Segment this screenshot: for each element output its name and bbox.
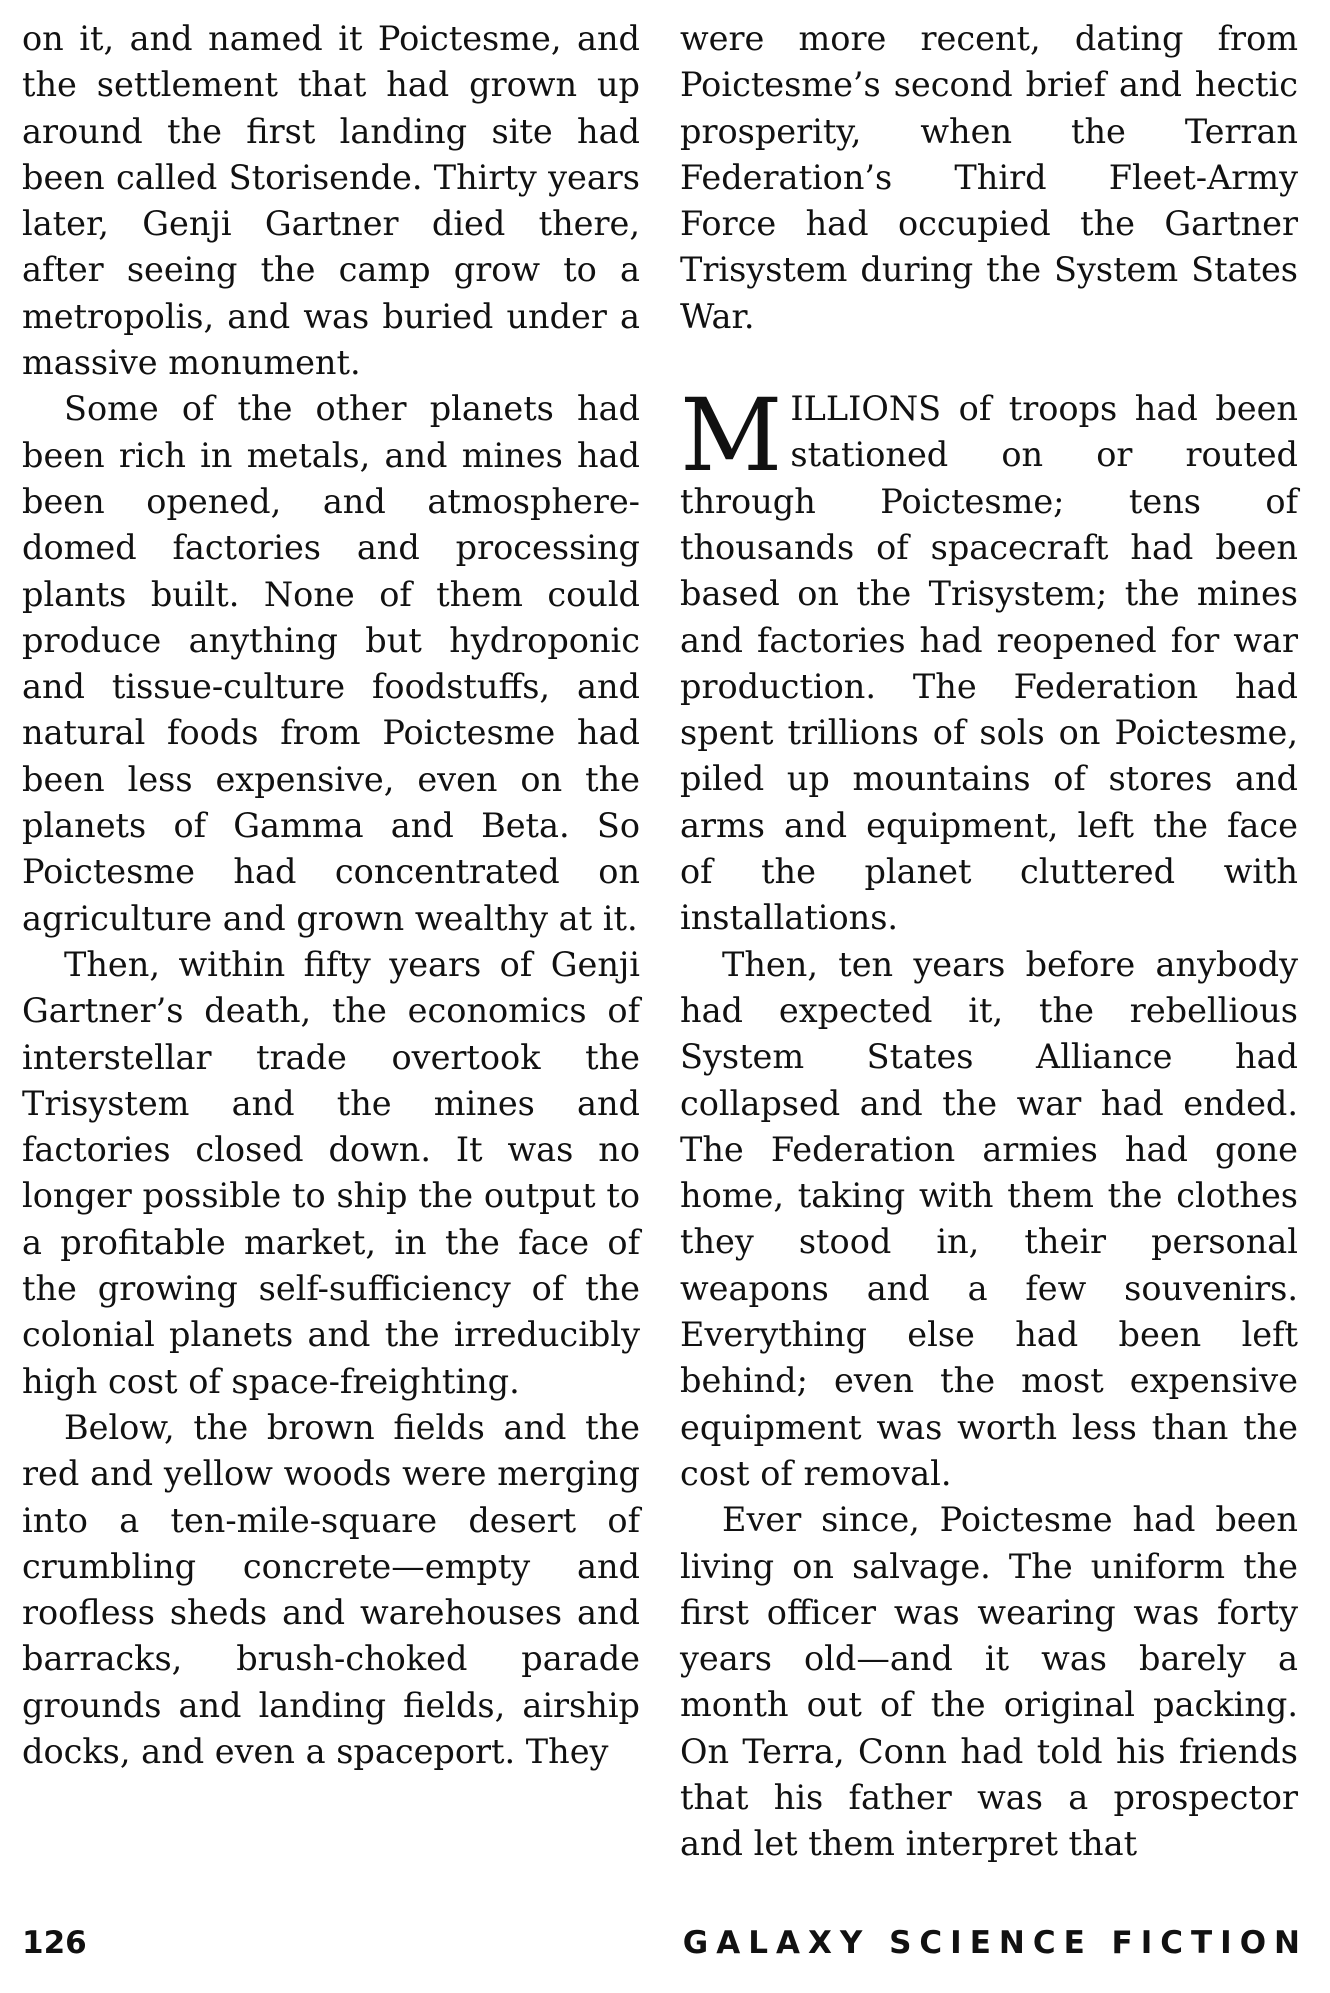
lead-in: ILLIONS	[790, 389, 942, 429]
running-head: GALAXY SCIENCE FICTION	[682, 1925, 1308, 1961]
paragraph: Then, within fifty years of Genji Gartner’s death, the economics of interstellar trade overtook the Trisystem and the mines and factories closed down. It was no longer possible to ship the output to a profitable market, in the face of the growing self-sufficiency of the colonial planets and the irreducibly high cost of space-freighting.	[22, 944, 640, 1401]
paragraph: Ever since, Poictesme had been living on salvage. The uniform the first officer was wearing was forty years old—and it was barely a month out of the original packing. On Terra, Conn had told his friends that his father was a prospector and let them interpret that	[680, 1500, 1298, 1864]
drop-cap: M	[680, 377, 783, 495]
left-column	[22, 16, 640, 1775]
page-footer	[22, 1925, 1308, 1975]
paragraph: Then, ten years before anybody had expected it, the rebellious System States Alliance had collapsed and the war had ended. The Federation armies had gone home, taking with them the clothes they stood in, their personal weapons and a few souvenirs. Everything else had been left behind; even the most expensive equipment was worth less than the cost of removal.	[680, 944, 1298, 1493]
paragraph: on it, and named it Poictesme, and the settlement that had grown up around the first landing site had been called Storisende. Thirty years later, Genji Gartner died there, after seeing the camp grow to a metropolis, and was buried under a massive monument.	[22, 19, 640, 383]
paragraph: Some of the other planets had been rich in metals, and mines had been opened, and atmosphere-domed factories and processing plants built. None of them could produce anything but hydroponic and tissue-culture foodstuffs, and natural foods from Poictesme had been less expensive, even on the planets of Gamma and Beta. So Poictesme had concentrated on agriculture and grown wealthy at it.	[22, 389, 640, 938]
paragraph: were more recent, dating from Poictesme’s second brief and hectic prosperity, when the Terran Federation’s Third Fleet-Army Force had occupied the Gartner Trisystem during the System States War.	[680, 19, 1298, 336]
section-text: of troops had been stationed on or routed through Poictesme; tens of thousands of spacecraft had been based on the Trisystem; the mines and factories had reopened for war production. The Federation had spent trillions of sols on Poictesme, piled up mountains of stores and arms and equipment, left the face of the planet cluttered with installations.	[680, 389, 1298, 938]
paragraph: Below, the brown fields and the red and yellow woods were merging into a ten-mile-square desert of crumbling concrete—empty and roofless sheds and warehouses and barracks, brush-choked parade grounds and landing fields, airship docks, and even a spaceport. They	[22, 1407, 640, 1771]
page-number: 126	[22, 1925, 87, 1961]
section-opening-paragraph	[680, 377, 1298, 942]
right-column	[680, 16, 1298, 1868]
